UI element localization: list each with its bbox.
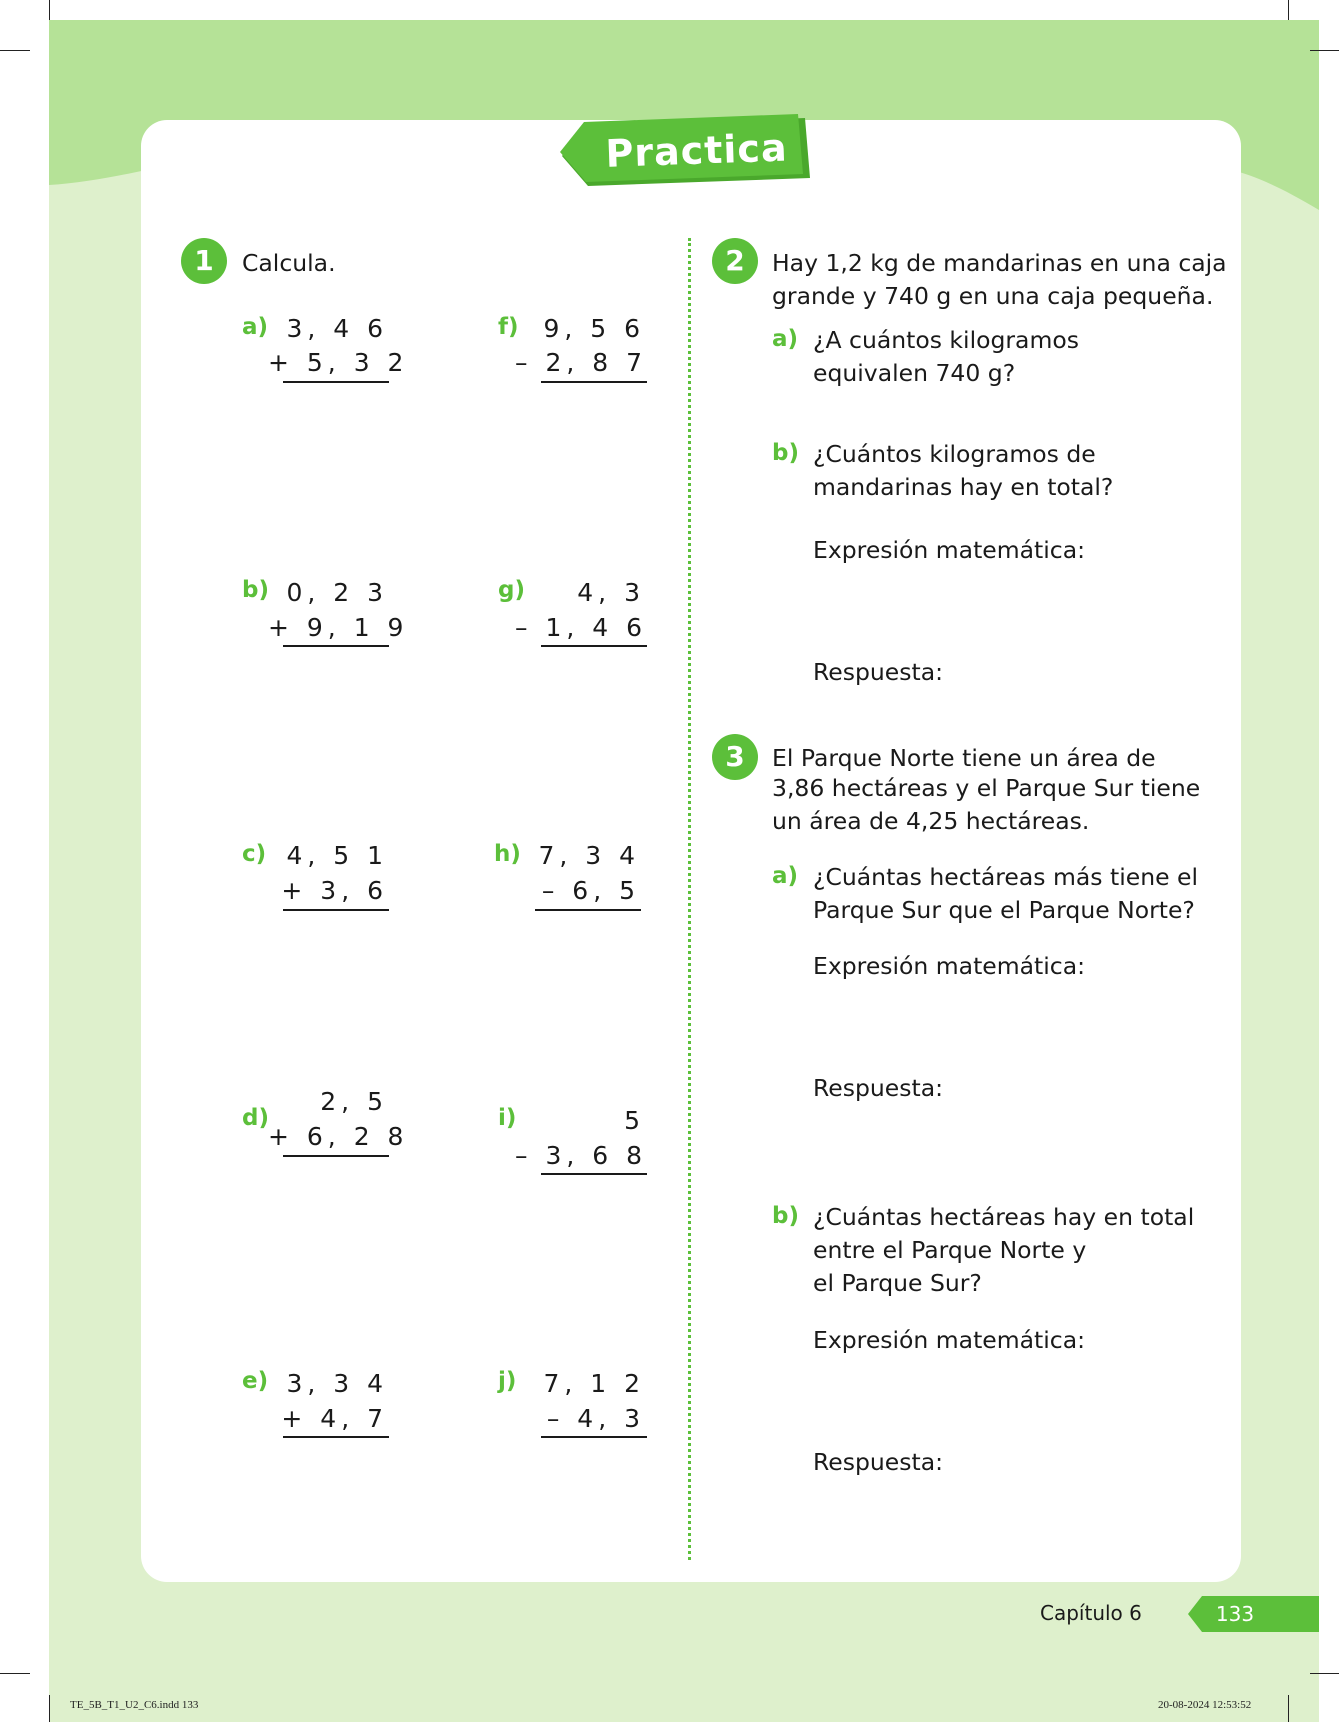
item-label-a: a) [242, 314, 269, 340]
ex2-a-question-line1: ¿A cuántos kilogramos [813, 326, 1079, 354]
ex3-a-question-line2: Parque Sur que el Parque Norte? [813, 896, 1195, 924]
operand-top-j: 7, 1 2 [543, 1369, 645, 1398]
difference-line-j [541, 1436, 647, 1438]
operand-top-d: 2, 5 [320, 1087, 388, 1116]
operand-bottom-a: + 5, 3 2 [268, 348, 409, 377]
crop-mark [1310, 1673, 1339, 1674]
exercise-number-2: 2 [712, 238, 758, 284]
exercise-3-statement-line3: un área de 4,25 hectáreas. [772, 807, 1090, 835]
item-label-g: g) [498, 577, 525, 603]
exercise-2-statement-line2: grande y 740 g en una caja pequeña. [772, 282, 1214, 310]
ex3-b-expression-label: Expresión matemática: [813, 1326, 1086, 1354]
exercise-number-3: 3 [712, 734, 758, 780]
item-label-d: d) [242, 1105, 269, 1131]
exercise-1-instruction: Calcula. [242, 249, 336, 277]
difference-line-g [541, 645, 647, 647]
operand-top-e: 3, 3 4 [286, 1369, 388, 1398]
ex3-b-answer-label: Respuesta: [813, 1448, 944, 1476]
ex3-a-expression-label: Expresión matemática: [813, 952, 1086, 980]
crop-mark [49, 0, 50, 20]
crop-mark [1288, 0, 1289, 20]
exercise-3-statement-line1: El Parque Norte tiene un área de [772, 744, 1156, 772]
ex3-b-question-line3: el Parque Sur? [813, 1269, 982, 1297]
crop-mark [49, 1695, 50, 1722]
difference-line-i [541, 1173, 647, 1175]
sum-line-b [283, 645, 389, 647]
operand-top-a: 3, 4 6 [286, 314, 388, 343]
crop-mark [1310, 50, 1339, 51]
chapter-label: Capítulo 6 [1040, 1601, 1142, 1625]
operand-bottom-d: + 6, 2 8 [268, 1122, 409, 1151]
operand-top-h: 7, 3 4 [538, 841, 640, 870]
operand-bottom-c: + 3, 6 [281, 876, 388, 905]
column-divider [688, 238, 691, 1560]
print-slug-file: TE_5B_T1_U2_C6.indd 133 [70, 1699, 199, 1711]
difference-line-f [541, 381, 647, 383]
sum-line-e [283, 1436, 389, 1438]
ex3-b-label: b) [772, 1203, 799, 1229]
ex2-b-question-line1: ¿Cuántos kilogramos de [813, 440, 1096, 468]
crop-mark [0, 1673, 30, 1674]
item-label-j: j) [498, 1368, 517, 1394]
operand-bottom-j: – 4, 3 [546, 1404, 645, 1433]
page-number: 133 [1215, 1602, 1255, 1626]
operand-top-g: 4, 3 [577, 578, 645, 607]
sum-line-d [283, 1155, 389, 1157]
operand-top-c: 4, 5 1 [286, 841, 388, 870]
ex3-b-question-line1: ¿Cuántas hectáreas hay en total [813, 1203, 1195, 1231]
difference-line-h [535, 909, 641, 911]
exercise-3-statement-line2: 3,86 hectáreas y el Parque Sur tiene [772, 774, 1201, 802]
item-label-i: i) [498, 1105, 517, 1131]
operand-top-b: 0, 2 3 [286, 578, 388, 607]
crop-mark [1288, 1695, 1289, 1722]
page-title: Practica [604, 125, 789, 176]
item-label-h: h) [494, 841, 521, 867]
print-slug-date: 20-08-2024 12:53:52 [1158, 1699, 1252, 1711]
ex3-a-answer-label: Respuesta: [813, 1074, 944, 1102]
operand-top-f: 9, 5 6 [543, 314, 645, 343]
ex3-a-question-line1: ¿Cuántas hectáreas más tiene el [813, 863, 1199, 891]
ex2-a-label: a) [772, 326, 799, 352]
ex2-expression-label: Expresión matemática: [813, 536, 1086, 564]
item-label-c: c) [242, 841, 267, 867]
ex2-a-question-line2: equivalen 740 g? [813, 359, 1016, 387]
operand-bottom-e: + 4, 7 [281, 1404, 388, 1433]
crop-mark [0, 50, 30, 51]
sum-line-c [283, 909, 389, 911]
operand-bottom-b: + 9, 1 9 [268, 613, 409, 642]
ex2-answer-label: Respuesta: [813, 658, 944, 686]
operand-bottom-i: – 3, 6 8 [515, 1141, 648, 1170]
operand-top-i: 5 [624, 1106, 645, 1135]
operand-bottom-f: – 2, 8 7 [515, 348, 648, 377]
ex3-b-question-line2: entre el Parque Norte y [813, 1236, 1087, 1264]
ex2-b-label: b) [772, 440, 799, 466]
item-label-b: b) [242, 577, 269, 603]
item-label-e: e) [242, 1368, 269, 1394]
operand-bottom-g: – 1, 4 6 [515, 613, 648, 642]
exercise-number-1: 1 [181, 238, 227, 284]
ex3-a-label: a) [772, 863, 799, 889]
sum-line-a [283, 381, 389, 383]
item-label-f: f) [498, 314, 519, 340]
operand-bottom-h: – 6, 5 [541, 876, 640, 905]
exercise-2-statement-line1: Hay 1,2 kg de mandarinas en una caja [772, 249, 1227, 277]
ex2-b-question-line2: mandarinas hay en total? [813, 473, 1114, 501]
